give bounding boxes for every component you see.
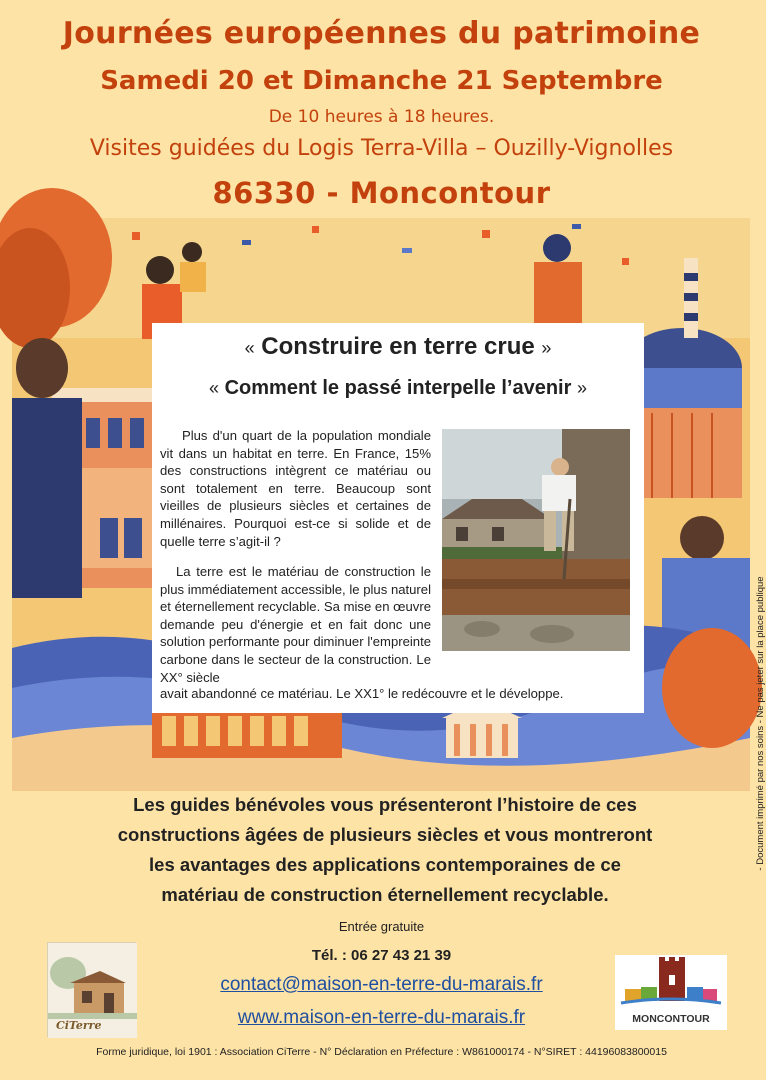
citerre-logo: CiTerre [47,942,136,1037]
description: Les guides bénévoles vous présenteront l’histoire de ces constructions âgées de plusieurs siècles et vous montreront les avantages des applications contemporaines de ce matériau de construction éternellement recyclable. [117,794,653,905]
insert-title: « Construire en terre crue » [244,333,552,360]
insert-paragraph-2: La terre est le matériau de construction le plus immédiatement accessible, le plus naturel et éternellement recyclable. Sa mise en œuvre demande peu d'énergie et en fait donc une solution performante pour diminuer l'empreinte carbone dans le secteur de la construction. Le XX° siècle [160,564,431,685]
side-note: - Document imprimé par nos soins - Ne pas jeter sur la place publique [755,576,766,871]
event-location: 86330 - Moncontour [212,176,551,210]
moncontour-logo: MONCONTOUR [615,955,727,1030]
insert-paragraph-3: avait abandonné ce matériau. Le XX1° le redécouvre et le développe. [160,686,564,701]
insert-subtitle: « Comment le passé interpelle l’avenir » [209,377,587,399]
event-title: Journées européennes du patrimoine [62,16,701,51]
event-hours: De 10 heures à 18 heures. [268,107,495,127]
legal-footer: Forme juridique, loi 1901 : Association CiTerre - N° Déclaration en Préfecture : W861000174 - N°SIRET : 44196083800015 [96,1046,667,1058]
tower-icon [615,955,727,1015]
free-entry: Entrée gratuite [338,919,425,934]
illustration [12,218,750,791]
website-link[interactable]: www.maison-en-terre-du-marais.fr [237,1007,526,1028]
email-link[interactable]: contact@maison-en-terre-du-marais.fr [220,974,543,995]
phone-number: Tél. : 06 27 43 21 39 [311,947,452,964]
event-visits: Visites guidées du Logis Terra-Villa – Ouzilly-Vignolles [89,136,674,161]
insert-paragraph-1: Plus d'un quart de la population mondiale vit dans un habitat en terre. En France, 15% des constructions intègrent ce matériau ou sont totalement en terre. Beaucoup sont vieilles de plusieurs siècles et certaines de millénaires. Pourquoi est-ce si solide et de quelle terre s’agit-il ? [160,428,431,549]
event-dates: Samedi 20 et Dimanche 21 Septembre [100,66,663,96]
earth-building-photo [442,429,630,651]
info-insert [152,323,644,713]
